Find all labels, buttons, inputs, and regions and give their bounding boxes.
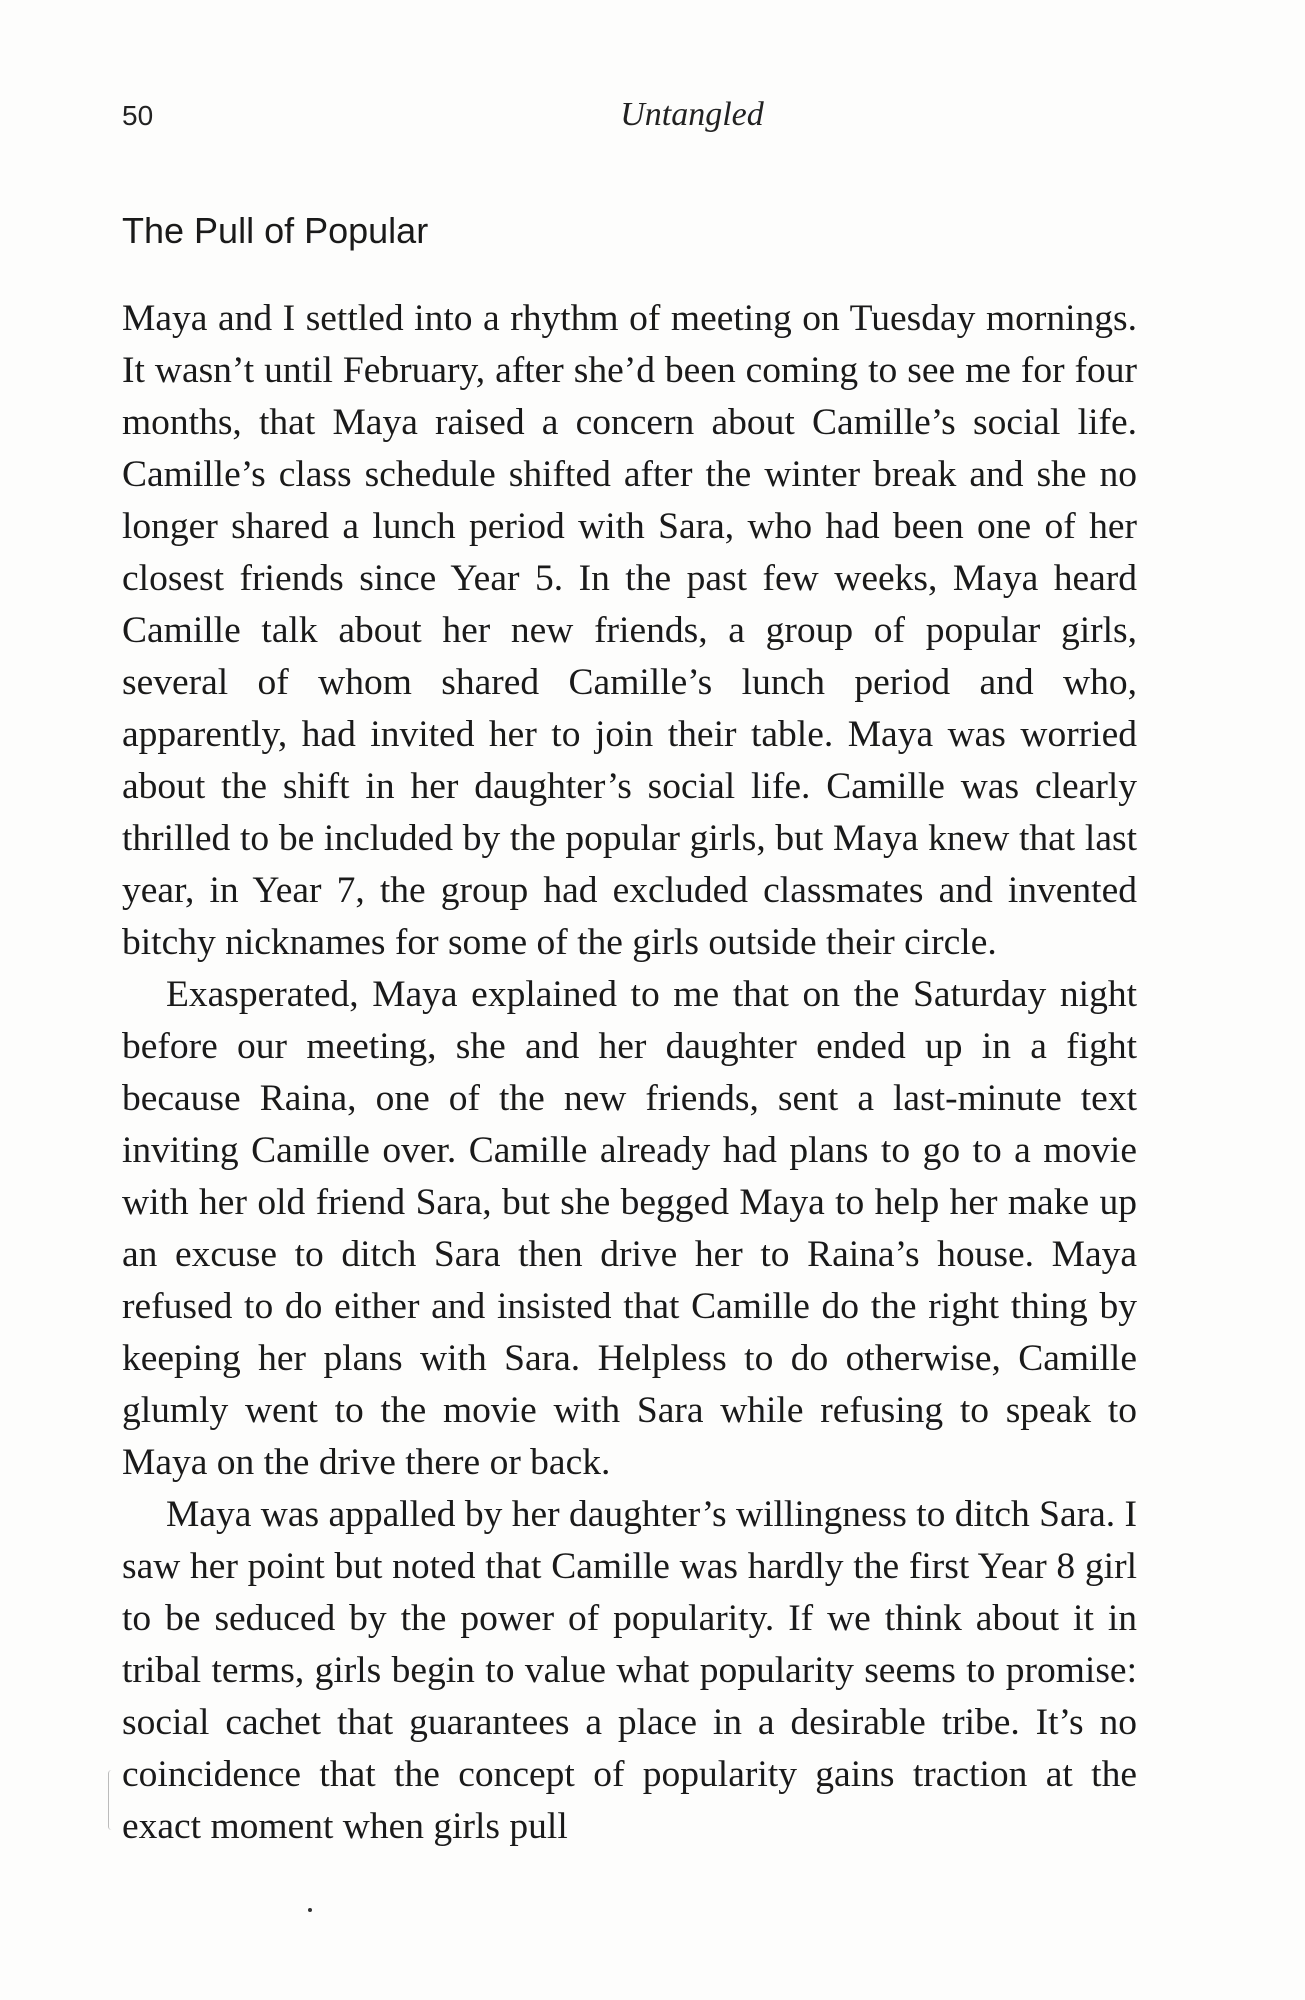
paragraph: Maya was appalled by her daughter’s willingness to ditch Sara. I saw her point but noted that Camille was hardly the first Year 8 girl to be seduced by the power of popularity. If we think about it in tribal terms, girls begin to value what popularity seems to promise: social cachet that guarantees a place in a desirable tribe. It’s no coincidence that the concept of popularity gains traction at the exact moment when girls pull (122, 1494, 1137, 1847)
paragraph: Exasperated, Maya explained to me that on the Saturday night before our meeting, she and her daughter ended up in a fight because Raina, one of the new friends, sent a last-minute text inviting Camille over. Camille already had plans to go to a movie with her old friend Sara, but she begged Maya to help her make up an excuse to ditch Sara then drive her to Raina’s house. Maya refused to do either and insisted that Camille do the right thing by keeping her plans with Sara. Helpless to do otherwise, Camille glumly went to the movie with Sara while refusing to speak to Maya on the drive there or back. (122, 974, 1137, 1483)
running-head (122, 96, 1140, 150)
paragraph: Maya and I settled into a rhythm of meeting on Tuesday mornings. It wasn’t until February, after she’d been coming to see me for four months, that Maya raised a concern about Camille’s social life. Camille’s class schedule shifted after the winter break and she no longer shared a lunch period with Sara, who had been one of her closest friends since Year 5. In the past few weeks, Maya heard Camille talk about her new friends, a group of popular girls, several of whom shared Camille’s lunch period and who, apparently, had invited her to join their table. Maya was worried about the shift in her daughter’s social life. Camille was clearly thrilled to be included by the popular girls, but Maya knew that last year, in Year 7, the group had excluded classmates and invented bitchy nicknames for some of the girls outside their circle. (122, 298, 1137, 963)
body-text (122, 293, 1137, 1853)
page-number: 50 (122, 100, 154, 131)
section-heading: The Pull of Popular (122, 210, 429, 251)
stray-dot-mark (308, 1908, 312, 1912)
pencil-margin-mark (108, 1770, 115, 1830)
book-title: Untangled (620, 96, 764, 133)
